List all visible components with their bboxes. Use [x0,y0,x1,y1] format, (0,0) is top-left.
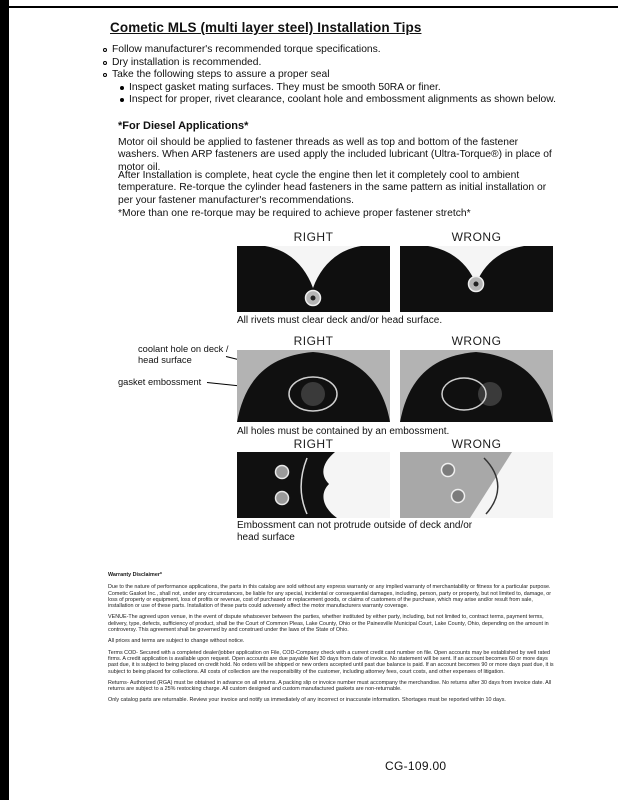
diesel-paragraph-2: After Installation is complete, heat cycle the engine then let it completely cool to ambient temperature. Re-torque the cylinder head fasteners in the same pattern as initial installation or per your fastener manufacturer's recommendations. [118,170,547,206]
installation-tips-list [103,44,573,107]
bullet-text: Take the following steps to assure a proper seal [112,69,330,80]
warranty-paragraph: Returns- Authorized (RGA) must be obtained in advance on all returns. A packing slip or invoice number must accompany the merchandise. No returns after 30 days from invoice date. All returns are subject to a 25% restocking charge. All custom designed and custom manufactured gaskets are non-returnable. [108,679,552,693]
rivet-clearance-right-diagram [237,246,390,312]
sub-bullet-text: Inspect for proper, rivet clearance, coolant hole and embossment alignments as shown below. [129,94,556,105]
sub-bullet-item [120,94,573,107]
page-spine-bar [0,0,9,800]
bullet-item [103,57,573,70]
hollow-bullet-icon [103,61,107,65]
embossment-protrusion-wrong-diagram [400,452,553,518]
top-rule [0,6,618,8]
embossment-containment-right-diagram [237,350,390,422]
embossment-containment-wrong-diagram [400,350,553,422]
filled-bullet-icon [120,86,124,90]
coolant-hole-label: coolant hole on deck / head surface [138,344,229,365]
bullet-text: Follow manufacturer's recommended torque specifications. [112,44,381,55]
page-code: CG-109.00 [385,759,447,773]
warranty-disclaimer [108,572,556,709]
warranty-paragraph: Due to the nature of performance applications, the parts in this catalog are sold without any express warranty or any implied warranty of merchantability or fitness for a particular purpose. Cometic Gasket Inc., shall not, under any circumstances, be liable for any special, incidental or consequential damages, including, person, party or property, but not limited to, damage, or loss of property or equipment, loss of profits or revenue, cost of purchased or replacement goods, or claims of customers of the purchase, which may arise and/or result from sale, installation or use of these parts. Installation of these parts could adversely affect the motor manufacturers warranty coverage. [108,584,552,610]
row3-right-label: RIGHT [293,437,334,451]
warranty-paragraph: VENUE-The agreed upon venue, in the event of dispute whatsoever between the parties, whether instituted by either party, including, but not limited to, contract terms, payment terms, delivery, type, defects, sufficiency of product, shall be the Court of Common Pleas, Lake County, Ohio or the Painesville Municipal Court, Lake County, Ohio, depending on the amount in controversy. This agreement shall be governed by and construed under the laws of the State of Ohio. [108,614,549,634]
diesel-applications-heading: *For Diesel Applications* [118,120,249,132]
bullet-item [103,69,573,82]
row2-caption: All holes must be contained by an embossment. [237,426,450,437]
row2-wrong-label: WRONG [451,334,502,348]
row1-caption: All rivets must clear deck and/or head surface. [237,315,443,326]
sub-bullet-text: Inspect gasket mating surfaces. They must be smooth 50RA or finer. [129,81,441,93]
warranty-paragraph: Terms COD- Secured with a completed dealer/jobber application on File, COD-Company check with a current credit card number on file. Open accounts may be established by well rated firms. A credit application is available upon request. Open accounts are due payable Net 30 days from date of invoice. No statement will be sent. If an account becomes 60 or more days past due, it is subject to being placed on credit hold. No orders will be shipped or new orders accepted until past due balance is paid. If an account becomes 90 or more days past due, it is subject to being placed for collections. All costs of collection are the responsibility of the customer, including attorney fees, court costs, and other expenses of litigation. [108,649,554,675]
warranty-paragraph: All prices and terms are subject to change without notice. [108,638,245,645]
embossment-protrusion-right-diagram [237,452,390,518]
hollow-bullet-icon [103,73,107,77]
bullet-item [103,44,573,57]
diesel-paragraph-1: Motor oil should be applied to fastener threads as well as top and bottom of the fastener washers. When ARP fasteners are used apply the included lubricant (Ultra-Torque®) in place of motor oil. [118,137,552,173]
row1-wrong-label: WRONG [451,230,502,244]
hollow-bullet-icon [103,48,107,52]
retorque-note: *More than one re-torque may be required to achieve proper fastener stretch* [118,208,471,219]
sub-bullet-item [120,82,573,95]
warranty-disclaimer-heading: Warranty Disclaimer* [108,572,163,578]
row2-right-label: RIGHT [293,334,334,348]
gasket-embossment-label: gasket embossment [118,377,202,387]
row3-caption: Embossment can not protrude outside of deck and/or head surface [237,520,473,543]
page-title: Cometic MLS (multi layer steel) Installation Tips [110,20,422,35]
warranty-paragraph: Only catalog parts are returnable. Review your invoice and notify us immediately of any incorrect or inaccurate information. Shortages must be reported within 10 days. [108,697,506,704]
rivet-clearance-wrong-diagram [400,246,553,312]
row1-right-label: RIGHT [293,230,334,244]
filled-bullet-icon [120,98,124,102]
row3-wrong-label: WRONG [451,437,502,451]
bullet-text: Dry installation is recommended. [112,56,262,68]
